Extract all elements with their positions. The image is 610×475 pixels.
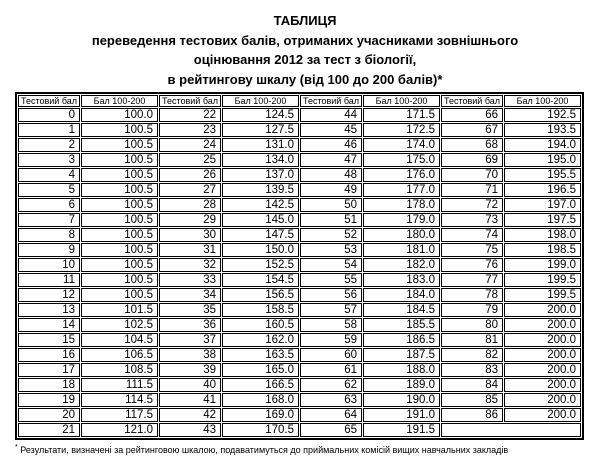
rating-score-cell: 178.0 xyxy=(363,198,440,212)
rating-score-cell: 191.5 xyxy=(363,423,440,437)
rating-score-cell: 166.5 xyxy=(222,378,299,392)
test-score-cell: 7 xyxy=(18,213,80,227)
rating-score-cell: 197.0 xyxy=(504,198,581,212)
rating-score-cell: 188.0 xyxy=(363,363,440,377)
test-score-cell: 20 xyxy=(18,408,80,422)
title-line-3: оцінювання 2012 за тест з біології, xyxy=(193,52,417,67)
table-row xyxy=(18,123,581,137)
test-score-cell: 78 xyxy=(441,288,503,302)
test-score-cell: 75 xyxy=(441,243,503,257)
test-score-cell: 44 xyxy=(300,108,362,122)
table-row xyxy=(18,213,581,227)
test-score-cell: 18 xyxy=(18,378,80,392)
test-score-cell: 55 xyxy=(300,273,362,287)
test-score-cell: 64 xyxy=(300,408,362,422)
test-score-cell: 2 xyxy=(18,138,80,152)
rating-score-cell: 100.5 xyxy=(81,198,158,212)
table-row xyxy=(18,348,581,362)
test-score-cell: 39 xyxy=(159,363,221,377)
test-score-cell: 63 xyxy=(300,393,362,407)
rating-score-cell: 185.5 xyxy=(363,318,440,332)
test-score-cell: 38 xyxy=(159,348,221,362)
document-title xyxy=(0,0,610,89)
rating-score-cell: 131.0 xyxy=(222,138,299,152)
rating-score-cell: 180.0 xyxy=(363,228,440,242)
test-score-cell: 33 xyxy=(159,273,221,287)
rating-score-cell: 200.0 xyxy=(504,333,581,347)
test-score-cell: 4 xyxy=(18,168,80,182)
test-score-cell: 30 xyxy=(159,228,221,242)
rating-score-cell: 184.5 xyxy=(363,303,440,317)
rating-score-cell: 154.5 xyxy=(222,273,299,287)
test-score-cell: 69 xyxy=(441,153,503,167)
test-score-cell: 53 xyxy=(300,243,362,257)
rating-score-cell: 124.5 xyxy=(222,108,299,122)
rating-score-cell: 200.0 xyxy=(504,348,581,362)
test-score-cell: 36 xyxy=(159,318,221,332)
rating-score-cell: 117.5 xyxy=(81,408,158,422)
test-score-cell: 13 xyxy=(18,303,80,317)
test-score-cell: 25 xyxy=(159,153,221,167)
rating-score-cell: 142.5 xyxy=(222,198,299,212)
test-score-cell: 65 xyxy=(300,423,362,437)
test-score-cell: 81 xyxy=(441,333,503,347)
test-score-cell: 11 xyxy=(18,273,80,287)
header-rating-score: Бал 100-200 xyxy=(504,95,581,107)
rating-score-cell: 100.5 xyxy=(81,138,158,152)
test-score-cell: 9 xyxy=(18,243,80,257)
rating-score-cell: 127.5 xyxy=(222,123,299,137)
footnote-text: Результати, визначені за рейтинговою шкалою, подаватимуться до приймальних комісій вищих навчальних закладів xyxy=(20,445,509,455)
test-score-cell: 79 xyxy=(441,303,503,317)
test-score-cell: 73 xyxy=(441,213,503,227)
rating-score-cell: 163.5 xyxy=(222,348,299,362)
table-row xyxy=(18,393,581,407)
rating-score-cell: 197.5 xyxy=(504,213,581,227)
test-score-cell: 23 xyxy=(159,123,221,137)
header-test-score: Тестовий бал xyxy=(18,95,80,107)
header-rating-score: Бал 100-200 xyxy=(363,95,440,107)
test-score-cell: 34 xyxy=(159,288,221,302)
test-score-cell: 59 xyxy=(300,333,362,347)
table-row xyxy=(18,378,581,392)
rating-score-cell: 190.0 xyxy=(363,393,440,407)
test-score-cell: 1 xyxy=(18,123,80,137)
rating-score-cell: 183.0 xyxy=(363,273,440,287)
test-score-cell: 84 xyxy=(441,378,503,392)
test-score-cell: 14 xyxy=(18,318,80,332)
test-score-cell: 28 xyxy=(159,198,221,212)
rating-score-cell: 195.5 xyxy=(504,168,581,182)
rating-score-cell: 200.0 xyxy=(504,318,581,332)
rating-score-cell: 106.5 xyxy=(81,348,158,362)
test-score-cell: 40 xyxy=(159,378,221,392)
title-line-4: в рейтингову шкалу (від 100 до 200 балів)* xyxy=(167,71,443,87)
score-conversion-table xyxy=(15,92,584,440)
table-row xyxy=(18,258,581,272)
test-score-cell: 56 xyxy=(300,288,362,302)
test-score-cell: 80 xyxy=(441,318,503,332)
footnote-marker: * xyxy=(15,444,18,451)
rating-score-cell: 165.0 xyxy=(222,363,299,377)
test-score-cell: 66 xyxy=(441,108,503,122)
rating-score-cell: 191.0 xyxy=(363,408,440,422)
rating-score-cell: 100.5 xyxy=(81,183,158,197)
rating-score-cell: 100.5 xyxy=(81,213,158,227)
rating-score-cell: 181.0 xyxy=(363,243,440,257)
table-row xyxy=(18,183,581,197)
rating-score-cell: 170.5 xyxy=(222,423,299,437)
test-score-cell: 83 xyxy=(441,363,503,377)
table-row xyxy=(18,168,581,182)
test-score-cell: 70 xyxy=(441,168,503,182)
rating-score-cell: 150.0 xyxy=(222,243,299,257)
test-score-cell: 16 xyxy=(18,348,80,362)
rating-score-cell: 160.5 xyxy=(222,318,299,332)
test-score-cell: 58 xyxy=(300,318,362,332)
rating-score-cell: 200.0 xyxy=(504,378,581,392)
header-test-score: Тестовий бал xyxy=(441,95,503,107)
rating-score-cell: 102.5 xyxy=(81,318,158,332)
test-score-cell: 24 xyxy=(159,138,221,152)
rating-score-cell: 169.0 xyxy=(222,408,299,422)
test-score-cell: 72 xyxy=(441,198,503,212)
rating-score-cell: 176.0 xyxy=(363,168,440,182)
rating-score-cell: 100.0 xyxy=(81,108,158,122)
table-row xyxy=(18,408,581,422)
rating-score-cell: 198.0 xyxy=(504,228,581,242)
rating-score-cell: 199.5 xyxy=(504,288,581,302)
rating-score-cell: 147.5 xyxy=(222,228,299,242)
table-row xyxy=(18,138,581,152)
test-score-cell: 71 xyxy=(441,183,503,197)
rating-score-cell: 186.5 xyxy=(363,333,440,347)
rating-score-cell: 200.0 xyxy=(504,363,581,377)
rating-score-cell: 195.0 xyxy=(504,153,581,167)
rating-score-cell: 108.5 xyxy=(81,363,158,377)
table-header-row xyxy=(18,95,581,107)
rating-score-cell: 100.5 xyxy=(81,243,158,257)
empty-cell xyxy=(441,423,581,437)
test-score-cell: 41 xyxy=(159,393,221,407)
test-score-cell: 74 xyxy=(441,228,503,242)
rating-score-cell: 156.5 xyxy=(222,288,299,302)
test-score-cell: 50 xyxy=(300,198,362,212)
test-score-cell: 8 xyxy=(18,228,80,242)
test-score-cell: 22 xyxy=(159,108,221,122)
test-score-cell: 82 xyxy=(441,348,503,362)
test-score-cell: 57 xyxy=(300,303,362,317)
rating-score-cell: 175.0 xyxy=(363,153,440,167)
test-score-cell: 48 xyxy=(300,168,362,182)
rating-score-cell: 198.5 xyxy=(504,243,581,257)
test-score-cell: 29 xyxy=(159,213,221,227)
rating-score-cell: 111.5 xyxy=(81,378,158,392)
rating-score-cell: 184.0 xyxy=(363,288,440,302)
test-score-cell: 21 xyxy=(18,423,80,437)
rating-score-cell: 189.0 xyxy=(363,378,440,392)
rating-score-cell: 177.0 xyxy=(363,183,440,197)
test-score-cell: 54 xyxy=(300,258,362,272)
rating-score-cell: 199.5 xyxy=(504,273,581,287)
rating-score-cell: 200.0 xyxy=(504,393,581,407)
test-score-cell: 5 xyxy=(18,183,80,197)
rating-score-cell: 137.0 xyxy=(222,168,299,182)
rating-score-cell: 187.5 xyxy=(363,348,440,362)
table-row xyxy=(18,273,581,287)
rating-score-cell: 100.5 xyxy=(81,228,158,242)
rating-score-cell: 100.5 xyxy=(81,273,158,287)
table-row xyxy=(18,228,581,242)
test-score-cell: 15 xyxy=(18,333,80,347)
rating-score-cell: 200.0 xyxy=(504,303,581,317)
test-score-cell: 6 xyxy=(18,198,80,212)
test-score-cell: 0 xyxy=(18,108,80,122)
rating-score-cell: 121.0 xyxy=(81,423,158,437)
rating-score-cell: 171.5 xyxy=(363,108,440,122)
rating-score-cell: 100.5 xyxy=(81,288,158,302)
rating-score-cell: 199.0 xyxy=(504,258,581,272)
test-score-cell: 35 xyxy=(159,303,221,317)
rating-score-cell: 193.5 xyxy=(504,123,581,137)
test-score-cell: 10 xyxy=(18,258,80,272)
rating-score-cell: 152.5 xyxy=(222,258,299,272)
header-test-score: Тестовий бал xyxy=(159,95,221,107)
rating-score-cell: 179.0 xyxy=(363,213,440,227)
title-line-1: ТАБЛИЦЯ xyxy=(273,13,337,28)
test-score-cell: 61 xyxy=(300,363,362,377)
rating-score-cell: 114.5 xyxy=(81,393,158,407)
table-row xyxy=(18,303,581,317)
header-rating-score: Бал 100-200 xyxy=(222,95,299,107)
test-score-cell: 12 xyxy=(18,288,80,302)
test-score-cell: 77 xyxy=(441,273,503,287)
test-score-cell: 85 xyxy=(441,393,503,407)
rating-score-cell: 162.0 xyxy=(222,333,299,347)
test-score-cell: 60 xyxy=(300,348,362,362)
table-row xyxy=(18,363,581,377)
test-score-cell: 76 xyxy=(441,258,503,272)
table-row xyxy=(18,333,581,347)
test-score-cell: 45 xyxy=(300,123,362,137)
test-score-cell: 51 xyxy=(300,213,362,227)
rating-score-cell: 100.5 xyxy=(81,123,158,137)
rating-score-cell: 100.5 xyxy=(81,153,158,167)
title-line-2: переведення тестових балів, отриманих учасниками зовнішнього xyxy=(91,32,519,48)
table-row xyxy=(18,153,581,167)
test-score-cell: 42 xyxy=(159,408,221,422)
table-row xyxy=(18,243,581,257)
test-score-cell: 62 xyxy=(300,378,362,392)
test-score-cell: 68 xyxy=(441,138,503,152)
rating-score-cell: 168.0 xyxy=(222,393,299,407)
test-score-cell: 86 xyxy=(441,408,503,422)
test-score-cell: 47 xyxy=(300,153,362,167)
footnote xyxy=(15,442,610,456)
test-score-cell: 43 xyxy=(159,423,221,437)
rating-score-cell: 172.5 xyxy=(363,123,440,137)
rating-score-cell: 101.5 xyxy=(81,303,158,317)
table-row xyxy=(18,198,581,212)
test-score-cell: 31 xyxy=(159,243,221,257)
rating-score-cell: 100.5 xyxy=(81,258,158,272)
table-row xyxy=(18,423,581,437)
test-score-cell: 27 xyxy=(159,183,221,197)
test-score-cell: 37 xyxy=(159,333,221,347)
test-score-cell: 49 xyxy=(300,183,362,197)
test-score-cell: 46 xyxy=(300,138,362,152)
rating-score-cell: 134.0 xyxy=(222,153,299,167)
test-score-cell: 26 xyxy=(159,168,221,182)
test-score-cell: 67 xyxy=(441,123,503,137)
table-row xyxy=(18,318,581,332)
test-score-cell: 19 xyxy=(18,393,80,407)
rating-score-cell: 145.0 xyxy=(222,213,299,227)
rating-score-cell: 192.5 xyxy=(504,108,581,122)
rating-score-cell: 200.0 xyxy=(504,408,581,422)
rating-score-cell: 194.0 xyxy=(504,138,581,152)
test-score-cell: 32 xyxy=(159,258,221,272)
test-score-cell: 17 xyxy=(18,363,80,377)
rating-score-cell: 100.5 xyxy=(81,168,158,182)
header-test-score: Тестовий бал xyxy=(300,95,362,107)
rating-score-cell: 158.5 xyxy=(222,303,299,317)
test-score-cell: 3 xyxy=(18,153,80,167)
table-row xyxy=(18,108,581,122)
table-row xyxy=(18,288,581,302)
header-rating-score: Бал 100-200 xyxy=(81,95,158,107)
rating-score-cell: 104.5 xyxy=(81,333,158,347)
test-score-cell: 52 xyxy=(300,228,362,242)
rating-score-cell: 174.0 xyxy=(363,138,440,152)
rating-score-cell: 182.0 xyxy=(363,258,440,272)
rating-score-cell: 139.5 xyxy=(222,183,299,197)
rating-score-cell: 196.5 xyxy=(504,183,581,197)
